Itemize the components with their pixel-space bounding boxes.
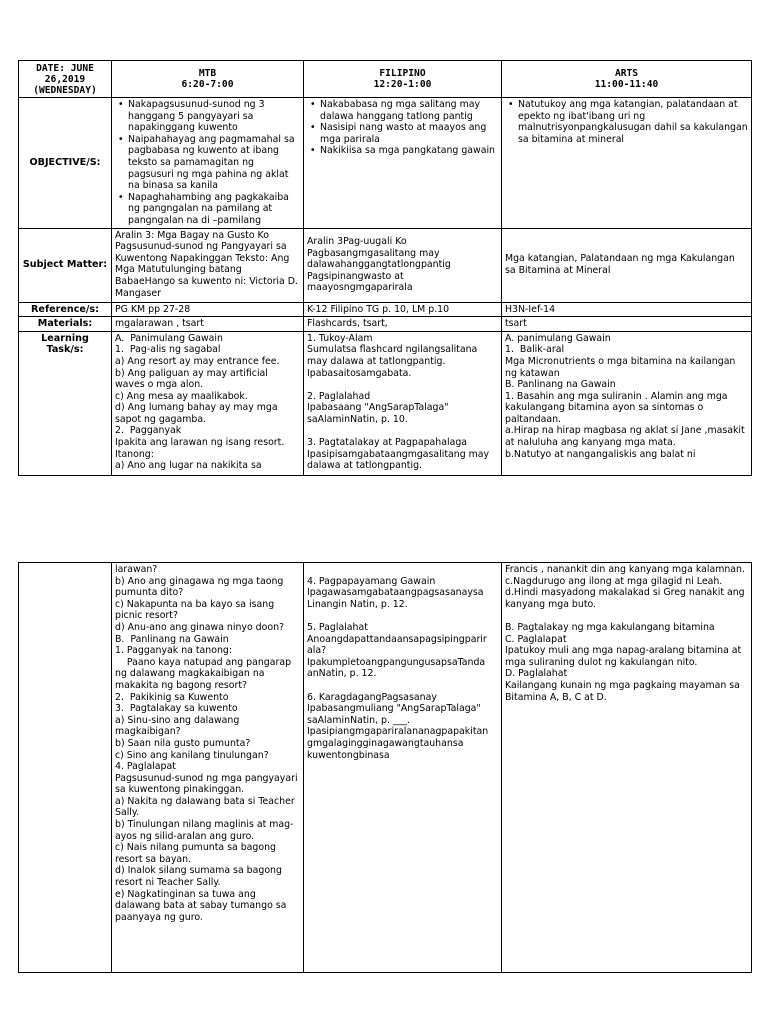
task-line: Ipabasangmuliang "AngSarapTalaga" saAlaminNatin, p. ___.: [307, 703, 484, 726]
task-line: 5. Paglalahat: [307, 621, 368, 633]
task-line: B. Panlinang na Gawain: [115, 633, 229, 645]
task-line: d.Hindi masyadong makalakad si Greg nanakit ang kanyang mga buto.: [505, 587, 748, 610]
spacer: [505, 610, 748, 622]
subject-matter-label: Subject Matter:: [19, 228, 112, 302]
task-line: 1. Pag-alis ng sagabal: [115, 344, 221, 356]
learning-tasks-continued-row: [19, 563, 752, 973]
task-line: 1. Basahin ang mga suliranin . Alamin ang mga kakulangang bitamina ayon sa sintomas o paltandaan.: [505, 390, 731, 425]
learning-tasks-label: Learning Task/s:: [19, 331, 112, 475]
arts-subject-matter: Mga katangian, Palatandaan ng mga Kakulangan sa Bitamina at Mineral: [502, 228, 752, 302]
objective-item: • Nakababasa ng mga salitang may dalawa hanggang tatlong pantig: [320, 99, 498, 122]
objectives-label: OBJECTIVE/S:: [19, 98, 112, 229]
objective-item: • Natutukoy ang mga katangian, palatandaan at epekto ng ibat'ibang uri ng malnutrisyonpangkalusugan dahil sa kakulangan sa bitamina at mineral: [518, 99, 748, 145]
task-line: A. panimulang Gawain: [505, 332, 611, 344]
task-line: 2. Pagganyak: [115, 425, 182, 437]
task-line: a) Nakita ng dalawang bata si Teacher Sally.: [115, 795, 298, 819]
mtb-subject-matter: Aralin 3: Mga Bagay na Gusto Ko Pagsusunud-sunod ng Pangyayari sa Kuwentong Napakinggan Teksto: Ang Mga Matutulunging batang BabaeHango sa kuwento ni: Victoria D. Mangaser: [112, 228, 304, 302]
task-line: Itanong:: [115, 448, 154, 460]
task-line: a) Ang resort ay may entrance fee.: [115, 355, 280, 367]
task-line: Francis , nanankit din ang kanyang mga kalamnan.: [505, 564, 745, 575]
objective-item: • Naipahahayag ang pagmamahal sa pagbabasa ng kuwento at ibang teksto sa pamamagitan ng pagsusuri ng mga pahina ng aklat na binasa sa kanila: [128, 134, 300, 192]
task-line: larawan?: [115, 564, 158, 575]
task-line: 1. Tukoy-Alam: [307, 332, 373, 344]
filipino-materials: Flashcards, tsart,: [304, 317, 502, 332]
task-line: Ipabasaang "AngSarapTalaga" saAlaminNatin, p. 10.: [307, 402, 452, 425]
task-line: Ipagawasamgabataangpagsasanaysa Linangin Natin, p. 12.: [307, 587, 487, 610]
filipino-subject-matter: Aralin 3Pag-uugali Ko Pagbasangmgasalitang may dalawahanggangtatlongpantig Pagsipinangwasto at maayosngmgaparirala: [304, 228, 502, 302]
task-line: Kailangang kunain ng mga pagkaing mayaman sa Bitamina A, B, C at D.: [505, 679, 743, 703]
task-line: b) Tinulungan nilang maglinis at mag-ayos ng silid-aralan ang guro.: [115, 819, 294, 842]
mtb-learning-tasks-continued: [112, 563, 304, 973]
task-line: a.Hirap na hirap magbasa ng aklat si Jane ,masakit at naluluha ang kanyang mga mata.: [505, 425, 748, 449]
empty-label-cell: [19, 563, 112, 973]
filipino-time: 12:20-1:00: [373, 79, 432, 90]
header-row: [19, 61, 752, 98]
filipino-subject: FILIPINO: [379, 68, 426, 79]
arts-materials: tsart: [502, 317, 752, 332]
task-line: Ipakita ang larawan ng isang resort.: [115, 437, 285, 449]
spacer: [307, 680, 498, 692]
arts-objectives: [502, 98, 752, 229]
task-line: d) Anu-ano ang ginawa ninyo doon?: [115, 621, 285, 633]
task-line: B. Panlinang na Gawain: [505, 379, 616, 391]
task-line: Ipasipisamgabataangmgasalitang may dalawa at tatlongpantig.: [307, 448, 493, 472]
filipino-references: K-12 Filipino TG p. 10, LM p.10: [304, 302, 502, 317]
task-line: c) Nais nilang pumunta sa bagong resort sa bayan.: [115, 842, 279, 865]
task-line: Sumulatsa flashcard ngilangsalitana may dalawa at tatlongpantig. Ipabasaitosamgabata.: [307, 344, 481, 379]
task-line: Ipatukoy muli ang mga napag-aralang bitamina at mga suliraning dulot ng kakulangan nito.: [505, 645, 745, 668]
task-line: c) Nakapunta na ba kayo sa isang picnic resort?: [115, 598, 278, 622]
task-line: 2. Paglalahad: [307, 390, 371, 402]
arts-subject: ARTS: [614, 68, 639, 79]
lesson-plan-table-page-1: [18, 60, 752, 476]
task-line: c) Ang mesa ay maalikabok.: [115, 390, 248, 402]
learning-tasks-row: [19, 331, 752, 475]
objective-item: • Napaghahambing ang pagkakaiba ng pangngalan na pamilang at pangngalan na di –pamilang: [128, 192, 300, 227]
filipino-objectives: [304, 98, 502, 229]
objective-item: • Nakapagsusunud-sunod ng 3 hanggang 5 pangyayari sa napakinggang kuwento: [128, 99, 300, 134]
filipino-learning-tasks-continued: [304, 563, 502, 973]
mtb-subject: MTB: [198, 68, 217, 79]
task-line: B. Pagtalakay ng mga kakulangang bitamina: [505, 621, 715, 633]
task-line: IpakumpletoangpangungusapsaTanda anNatin, p. 12.: [307, 656, 489, 680]
task-line: 1. Pagganyak na tanong:: [115, 645, 233, 657]
task-line: c) Sino ang kanilang tinulungan?: [115, 749, 269, 761]
task-line: 6. KaragdagangPagsasanay: [307, 691, 437, 703]
spacer: [307, 379, 498, 391]
task-line: Anoangdapattandaansapagsipingparir ala?: [307, 633, 490, 657]
task-line: 3. Pagtatalakay at Pagpapahalaga: [307, 437, 468, 449]
lesson-plan-table-page-2: [18, 562, 752, 973]
task-line: b) Ang paliguan ay may artificial waves o mga alon.: [115, 367, 271, 391]
materials-row: [19, 317, 752, 332]
spacer: [307, 425, 498, 437]
task-line: a) Sinu-sino ang dalawang magkaibigan?: [115, 714, 243, 738]
task-line: Paano kaya natupad ang pangarap ng dalawang magkakaibigan na makakita ng bagong resort?: [115, 656, 294, 691]
task-line: Pagsusunud-sunod ng mga pangyayari sa kuwentong pinakinggan.: [115, 772, 301, 796]
objective-item: • Nasisipi nang wasto at maayos ang mga parirala: [320, 122, 498, 145]
arts-learning-tasks-continued: [502, 563, 752, 973]
arts-learning-tasks: [502, 331, 752, 475]
task-line: Mga Micronutrients o mga bitamina na kailangan ng katawan: [505, 355, 739, 379]
task-line: a) Ano ang lugar na nakikita sa: [115, 460, 262, 472]
task-line: b) Ano ang ginagawa ng mga taong pumunta dito?: [115, 575, 287, 599]
mtb-objectives: [112, 98, 304, 229]
mtb-header: [112, 61, 304, 98]
task-line: b) Saan nila gusto pumunta?: [115, 737, 251, 749]
arts-time: 11:00-11:40: [594, 79, 659, 90]
references-row: [19, 302, 752, 317]
task-line: D. Paglalahat: [505, 668, 568, 680]
task-line: e) Nagkatinginan sa tuwa ang dalawang bata at sabay tumango sa paanyaya ng guro.: [115, 888, 290, 923]
arts-references: H3N-Ief-14: [502, 302, 752, 317]
mtb-time: 6:20-7:00: [181, 79, 234, 90]
task-line: Ipasipiangmgapariralananagpapakitan gmgalagingginagawangtauhansa kuwentongbinasa: [307, 726, 492, 761]
mtb-references: PG KM pp 27-28: [112, 302, 304, 317]
task-line: c.Nagdurugo ang ilong at mga gilagid ni Leah.: [505, 575, 723, 587]
task-line: 4. Pagpapayamang Gawain: [307, 575, 436, 587]
task-line: b.Natutyo at nangangaliskis ang balat ni: [505, 448, 696, 460]
task-line: A. Panimulang Gawain: [115, 332, 223, 344]
spacer: [307, 564, 498, 576]
objective-item: • Nakikiisa sa mga pangkatang gawain: [320, 145, 498, 157]
filipino-learning-tasks: [304, 331, 502, 475]
materials-label: Materials:: [19, 317, 112, 332]
filipino-header: [304, 61, 502, 98]
task-line: d) Ang lumang bahay ay may mga sapot ng gagamba.: [115, 402, 281, 425]
task-line: 3. Pagtalakay sa kuwento: [115, 703, 238, 715]
objectives-row: [19, 98, 752, 229]
date-cell: DATE: JUNE 26,2019 (WEDNESDAY): [19, 61, 112, 98]
subject-matter-row: [19, 228, 752, 302]
task-line: d) Inalok silang sumama sa bagong resort ni Teacher Sally.: [115, 865, 285, 889]
task-line: 4. Paglalapat: [115, 761, 176, 773]
task-line: 2. Pakikinig sa Kuwento: [115, 691, 229, 703]
arts-header: [502, 61, 752, 98]
spacer: [307, 610, 498, 622]
task-line: C. Paglalapat: [505, 633, 567, 645]
mtb-learning-tasks: [112, 331, 304, 475]
mtb-materials: mgalarawan , tsart: [112, 317, 304, 332]
task-line: 1. Balik-aral: [505, 344, 565, 356]
references-label: Reference/s:: [19, 302, 112, 317]
